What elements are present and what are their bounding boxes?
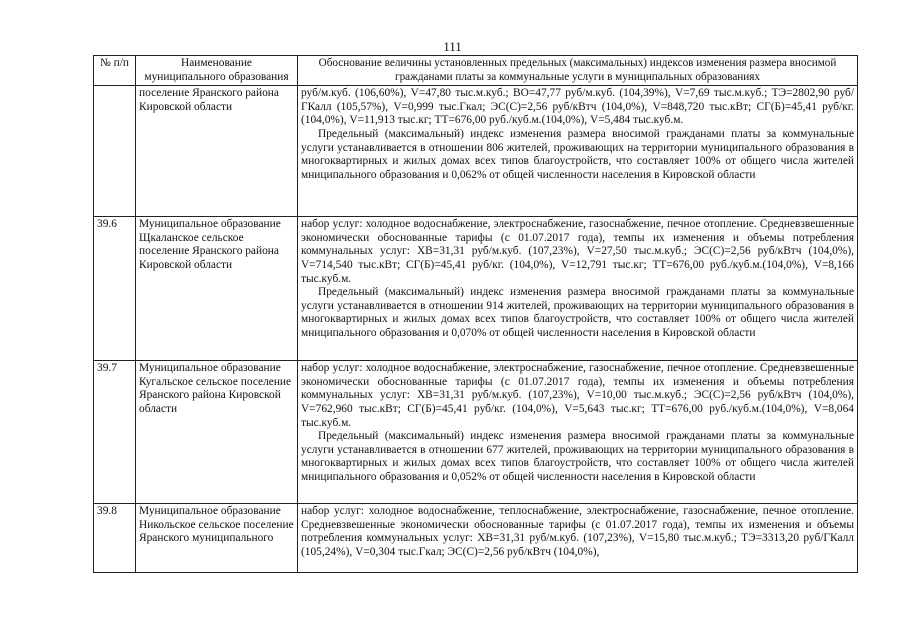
row-number: 39.6 bbox=[94, 217, 136, 361]
justification-cell bbox=[298, 504, 858, 573]
row-number: 39.8 bbox=[94, 504, 136, 573]
index-paragraph: Предельный (максимальный) индекс изменения размера вносимой гражданами платы за коммунальные услуги устанавливается в отношении 677 жителей, проживающих на территории муниципального образования в многоквартирных и жилых домах всех типов благоустройств, что составляет 100% от общего числа жителей мниципального образования и 0,052% от общей численности населения в Кировской области bbox=[301, 430, 854, 483]
tariff-paragraph: набор услуг: холодное водоснабжение, электроснабжение, газоснабжение, печное отопление. Средневзвешенные экономически обоснованные тарифы (с 01.07.2017 года), темпы их изменения и объемы потребления коммунальных услуг: ХВ=31,31 руб/м.куб. (107,23%), V=27,50 тыс.м.куб.; ЭС(С)=2,56 руб/кВтч (104,0%), V=714,540 тыс.кВт; СГ(Б)=45,41 руб/кг. (104,0%), V=12,791 тыс.кг; ТТ=676,00 руб./куб.м.(104,0%), V=8,166 тыс.куб.м. bbox=[301, 218, 854, 285]
justification-cell bbox=[298, 86, 858, 217]
table-row bbox=[94, 504, 858, 573]
row-number: 39.7 bbox=[94, 361, 136, 504]
justification-cell bbox=[298, 217, 858, 361]
table-row bbox=[94, 86, 858, 217]
justification-cell bbox=[298, 361, 858, 504]
header-number: № п/п bbox=[94, 56, 136, 86]
municipality-name: Муниципальное образование Щкаланское сельское поселение Яранского района Кировской области bbox=[136, 217, 298, 361]
municipality-name: Муниципальное образование Никольское сельское поселение Яранского муниципального bbox=[136, 504, 298, 573]
header-justification: Обоснование величины установленных предельных (максимальных) индексов изменения размера вносимой гражданами платы за коммунальные услуги в муниципальных образованиях bbox=[298, 56, 858, 86]
tariff-paragraph: набор услуг: холодное водоснабжение, электроснабжение, газоснабжение, печное отопление. Средневзвешенные экономически обоснованные тарифы (с 01.07.2017 года), темпы их изменения и объемы потребления коммунальных услуг: ХВ=31,31 руб/м.куб. (107,23%), V=10,00 тыс.м.куб.; ЭС(С)=2,56 руб/кВтч (104,0%), V=762,960 тыс.кВт; СГ(Б)=45,41 руб/кг. (104,0%), V=5,643 тыс.кг; ТТ=676,00 руб./куб.м.(104,0%), V=8,064 тыс.куб.м. bbox=[301, 362, 854, 429]
table-header-row bbox=[94, 56, 858, 86]
tariff-paragraph: набор услуг: холодное водоснабжение, теплоснабжение, электроснабжение, газоснабжение, печное отопление. Средневзвешенные экономически обоснованные тарифы (с 01.07.2017 года), темпы их изменения и объемы потребления коммунальных услуг: ХВ=31,31 руб/м.куб. (107,23%), V=15,80 тыс.м.куб.; ТЭ=3313,20 руб/ГКалл (105,24%), V=0,304 тыс.Гкал; ЭС(С)=2,56 руб/кВтч (104,0%), bbox=[301, 505, 854, 558]
table-row bbox=[94, 217, 858, 361]
header-municipality-name: Наименование муниципального образования bbox=[136, 56, 298, 86]
index-paragraph: Предельный (максимальный) индекс изменения размера вносимой гражданами платы за коммунальные услуги устанавливается в отношении 806 жителей, проживающих на территории муниципального образования в многоквартирных и жилых домах всех типов благоустройств, что составляет 100% от общего числа жителей мниципального образования и 0,062% от общей численности населения в Кировской области bbox=[301, 127, 854, 181]
index-paragraph: Предельный (максимальный) индекс изменения размера вносимой гражданами платы за коммунальные услуги устанавливается в отношении 914 жителей, проживающих на территории муниципального образования в многоквартирных и жилых домах всех типов благоустройств, что составляет 100% от общего числа жителей мниципального образования и 0,070% от общей численности населения в Кировской области bbox=[301, 286, 854, 339]
row-number bbox=[94, 86, 136, 217]
municipality-name: Муниципальное образование Кугальское сельское поселение Яранского района Кировской области bbox=[136, 361, 298, 504]
municipality-name: поселение Яранского района Кировской области bbox=[136, 86, 298, 217]
table-row bbox=[94, 361, 858, 504]
tariff-index-table bbox=[93, 55, 858, 573]
tariff-paragraph: руб/м.куб. (106,60%), V=47,80 тыс.м.куб.; ВО=47,77 руб/м.куб. (104,39%), V=7,69 тыс.м.куб.; ТЭ=2802,90 руб/ГКалл (105,57%), V=0,999 тыс.Гкал; ЭС(С)=2,56 руб/кВтч (104,0%), V=848,720 тыс.кВт; СГ(Б)=45,41 руб/кг. (104,0%), V=11,913 тыс.кг; ТТ=676,00 руб./куб.м.(104,0%), V=5,484 тыс.куб.м. bbox=[301, 87, 854, 127]
page-number: 111 bbox=[443, 39, 462, 54]
